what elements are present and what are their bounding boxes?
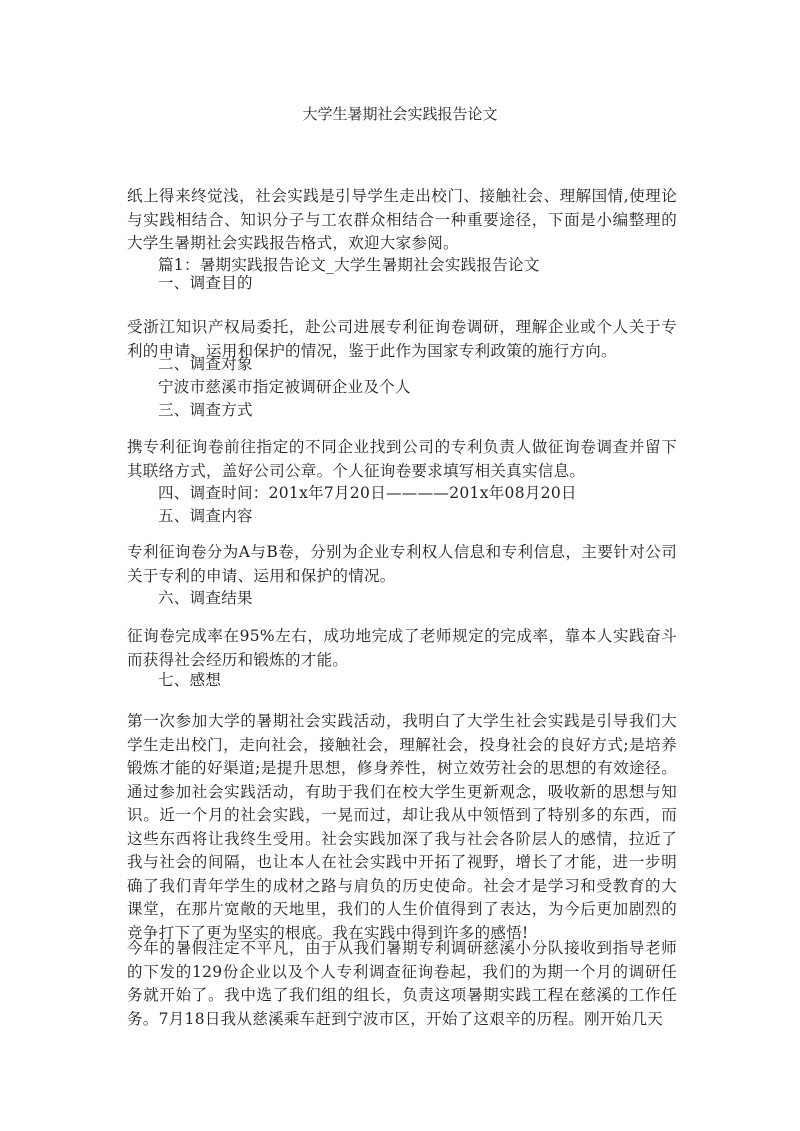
section-heading-time: 四、调查时间：201x年7月20日————201x年08月20日 — [158, 484, 577, 502]
section-body-reflections: 第一次参加大学的暑期社会实践活动，我明白了大学生社会实践是引导我们大学生走出校门，走向社会，接触社会，理解社会，投身社会的良好方式;是培养锻炼才能的好渠道;是提升思想，修身养性，树立效劳社会的思想的有效途径。通过参加社会实践活动，有助于我们在校大学生更新观念，吸收新的思想与知识。近一个月的社会实践，一晃而过，却让我从中领悟到了特别多的东西，而这些东西将让我终生受用。社会实践加深了我与社会各阶层人的感情，拉近了我与社会的间隔，也让本人在社会实践中开拓了视野，增长了才能，进一步明确了我们青年学生的成材之路与肩负的历史使命。社会才是学习和受教育的大课堂，在那片宽敞的天地里，我们的人生价值得到了表达，为今后更加剧烈的竞争打下了更为坚实的根底。我在实践中得到许多的感悟! — [127, 712, 677, 942]
section-body-content: 专利征询卷分为A与B卷，分别为企业专利权人信息和专利信息，主要针对公司关于专利的申请、运用和保护的情况。 — [127, 543, 677, 585]
section-heading-purpose: 一、调查目的 — [158, 274, 253, 292]
section-body-method: 携专利征询卷前往指定的不同企业找到公司的专利负责人做征询卷调查并留下其联络方式，盖好公司公章。个人征询卷要求填写相关真实信息。 — [127, 438, 677, 480]
section-heading-content: 五、调查内容 — [158, 507, 253, 525]
section-body-purpose: 受浙江知识产权局委托，赴公司进展专利征询卷调研，理解企业或个人关于专利的申请、运用和保护的情况，鉴于此作为国家专利政策的施行方向。 — [127, 318, 677, 360]
section-heading-method: 三、调查方式 — [158, 401, 253, 419]
section-body-results: 征询卷完成率在95%左右，成功地完成了老师规定的完成率，靠本人实践奋斗而获得社会经历和锻炼的才能。 — [127, 627, 677, 669]
section-heading-subjects: 二、调查对象 — [158, 355, 253, 373]
section-heading-reflections: 七、感想 — [158, 671, 222, 689]
section-body-subjects: 宁波市慈溪市指定被调研企业及个人 — [158, 378, 411, 396]
intro-paragraph: 纸上得来终觉浅，社会实践是引导学生走出校门、接触社会、理解国情,使理论与实践相结合、知识分子与工农群众相结合一种重要途径，下面是小编整理的大学生暑期社会实践报告格式，欢迎大家参阅。 — [127, 187, 677, 252]
document-title: 大学生暑期社会实践报告论文 — [302, 105, 498, 123]
chapter-heading: 篇1：暑期实践报告论文_大学生暑期社会实践报告论文 — [158, 256, 540, 274]
final-paragraph: 今年的暑假注定不平凡，由于从我们暑期专利调研慈溪小分队接收到指导老师的下发的129份企业以及个人专利调查征询卷起，我们的为期一个月的调研任务就开始了。我中选了我们组的组长，负责这项暑期实践工程在慈溪的工作任务。7月18日我从慈溪乘车赶到宁波市区，开始了这艰辛的历程。刚开始几天 — [127, 939, 677, 1028]
section-heading-results: 六、调查结果 — [158, 589, 253, 607]
